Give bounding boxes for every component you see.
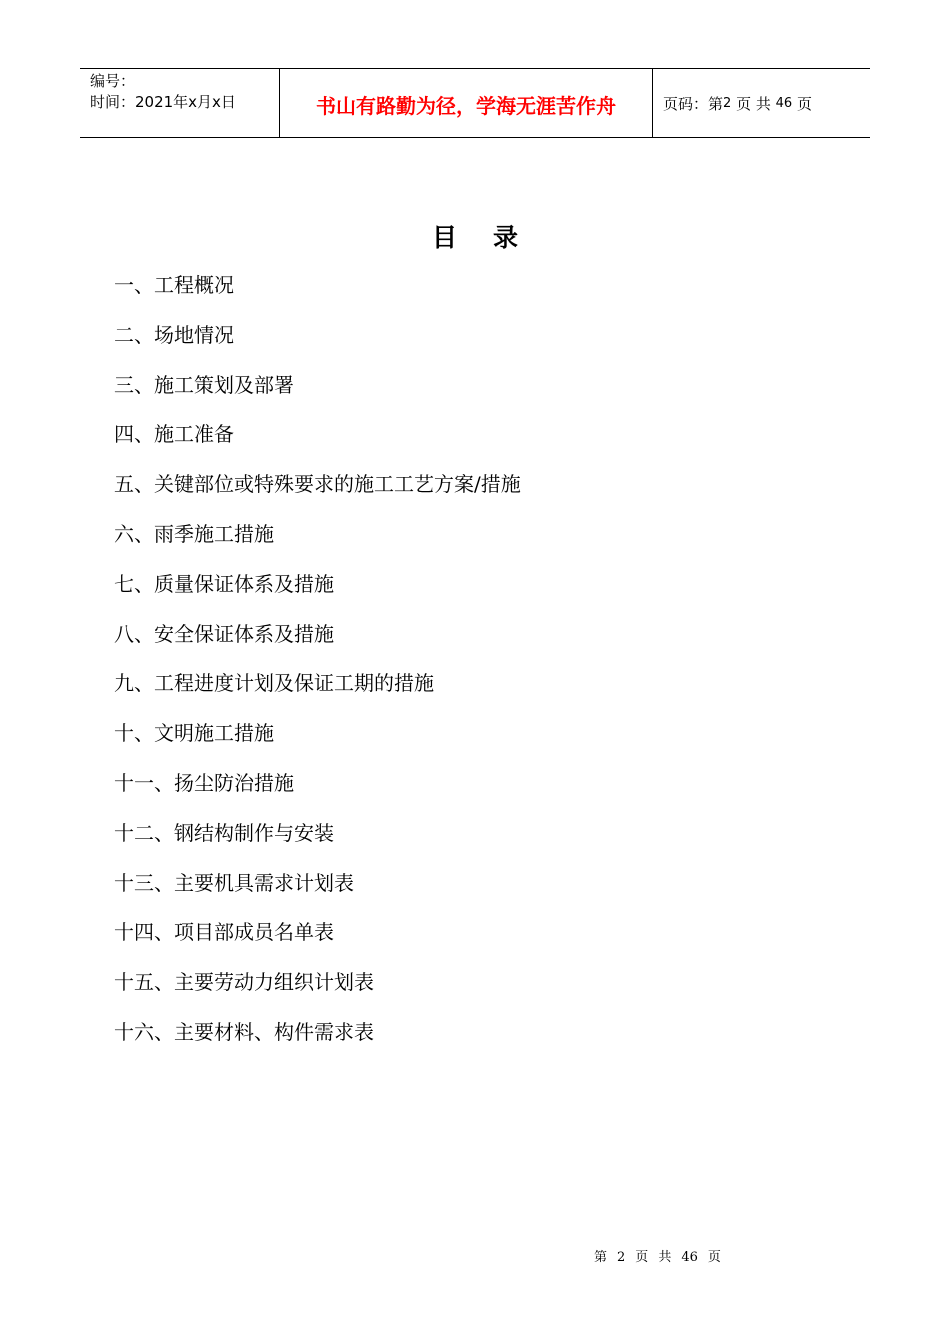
header-table [80,68,870,138]
header-motto: 书山有路勤为径，学海无涯苦作舟 [280,69,653,137]
toc-item: 十、文明施工措施 [114,721,274,746]
footer-ye: 页 [635,1250,649,1265]
toc-item: 六、雨季施工措施 [114,521,274,546]
header-page-code [653,69,870,137]
page-code-total: 46 [775,95,793,111]
toc-item: 十三、主要机具需求计划表 [114,870,354,895]
toc-item: 五、关键部位或特殊要求的施工工艺方案/措施 [114,472,521,497]
toc-item: 十二、钢结构制作与安装 [114,820,334,845]
document-time-label: 时间：2021年x月x日 [90,93,236,111]
footer-di: 第 [594,1250,608,1265]
document-number-label: 编号： [90,72,136,90]
header-info-cell [80,69,280,137]
page-code-mid: 页 共 [736,94,771,113]
page-code-suffix: 页 [796,94,812,113]
toc-item: 八、安全保证体系及措施 [114,621,334,646]
toc-item: 三、施工策划及部署 [114,372,294,397]
page-code-prefix: 页码：第 [663,94,724,113]
toc-list [114,268,521,1065]
page-footer [594,1246,731,1265]
footer-ye2: 页 [707,1250,721,1265]
toc-title: 目录 [431,223,554,252]
footer-total-pages: 46 [681,1250,698,1265]
toc-item: 一、工程概况 [114,273,234,297]
toc-item: 十一、扬尘防治措施 [114,770,294,795]
toc-item: 十六、主要材料、构件需求表 [114,1019,374,1044]
toc-item: 七、质量保证体系及措施 [114,571,334,596]
page-code-number: 2 [723,95,732,111]
footer-gong: 共 [658,1250,672,1265]
toc-item: 十五、主要劳动力组织计划表 [114,970,374,995]
footer-page-number: 2 [617,1250,626,1265]
toc-item: 九、工程进度计划及保证工期的措施 [114,671,434,696]
toc-item: 十四、项目部成员名单表 [114,920,334,945]
toc-item: 四、施工准备 [114,422,234,447]
toc-item: 二、场地情况 [114,322,234,347]
